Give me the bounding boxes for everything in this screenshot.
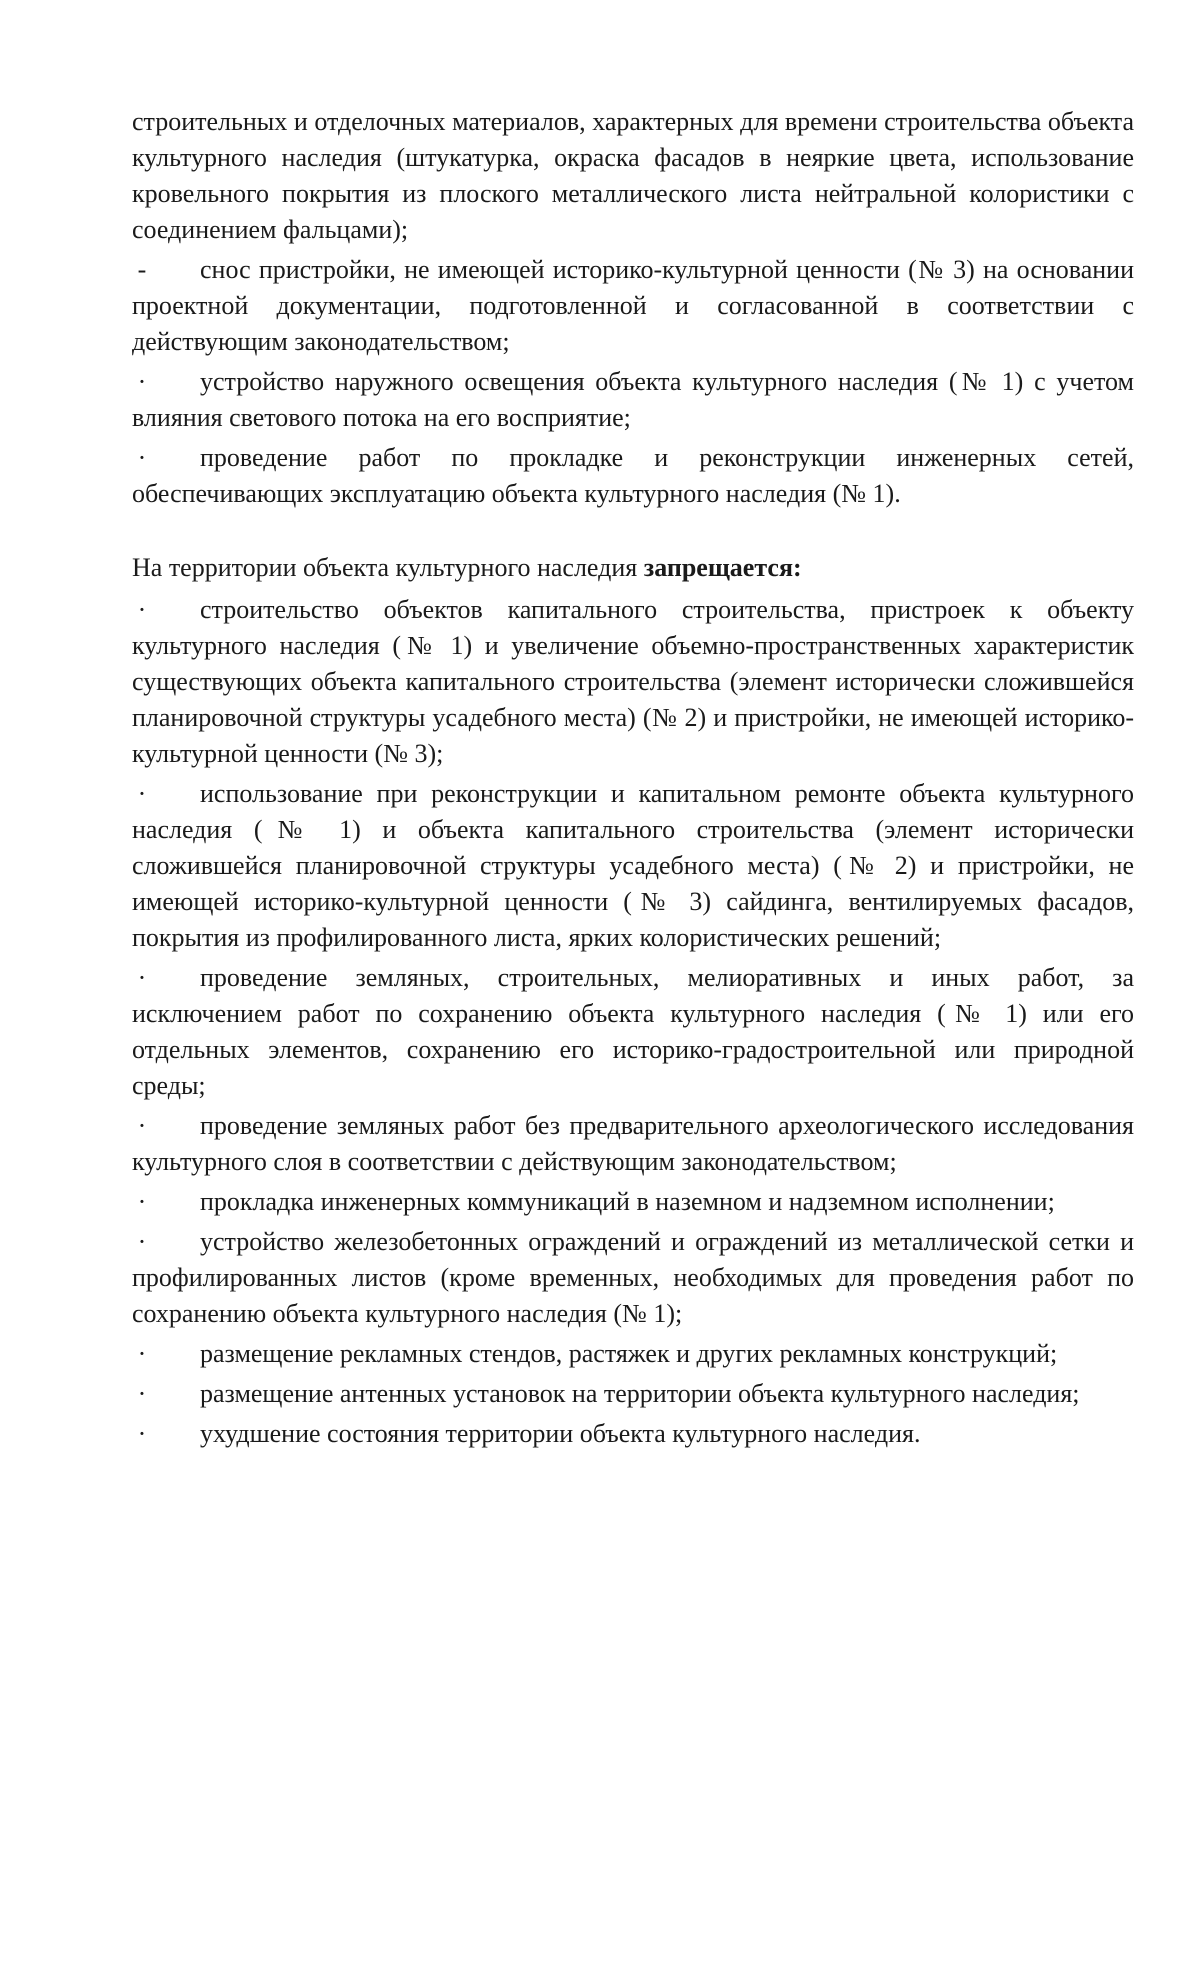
bullet-marker: · bbox=[137, 1339, 147, 1368]
list-item bbox=[132, 592, 1134, 772]
list-item bbox=[132, 1108, 1134, 1180]
list-item bbox=[132, 1416, 1134, 1452]
list-item-text: снос пристройки, не имеющей историко-культурной ценности (№ 3) на основании проектной документации, подготовленной и согласованной в соответствии с действующим законодательством; bbox=[132, 255, 1134, 356]
list-item bbox=[132, 252, 1134, 360]
bullet-marker: · bbox=[137, 963, 147, 992]
bullet-marker: · bbox=[137, 1187, 147, 1216]
list-item-text: устройство железобетонных ограждений и ограждений из металлической сетки и профилированных листов (кроме временных, необходимых для проведения работ по сохранению объекта культурного наследия (№ 1); bbox=[132, 1227, 1134, 1328]
bullet-marker: · bbox=[137, 443, 147, 472]
list-item-text: ухудшение состояния территории объекта культурного наследия. bbox=[200, 1419, 921, 1448]
list-item bbox=[132, 364, 1134, 436]
dash-marker: - bbox=[137, 255, 147, 284]
list-item bbox=[132, 1224, 1134, 1332]
intro-paragraph: строительных и отделочных материалов, характерных для времени строительства объекта культурного наследия (штукатурка, окраска фасадов в неяркие цвета, использование кровельного покрытия из плоского металлического листа нейтральной колористики с соединением фальцами); bbox=[132, 107, 1134, 244]
list-item-text: использование при реконструкции и капитальном ремонте объекта культурного наследия (№ 1) и объекта капитального строительства (элемент исторически сложившейся планировочной структуры усадебного места) (№ 2) и пристройки, не имеющей историко-культурной ценности (№ 3) сайдинга, вентилируемых фасадов, покрытия из профилированного листа, ярких колористических решений; bbox=[132, 779, 1134, 952]
prohibited-heading-keyword: запрещается: bbox=[643, 553, 802, 582]
list-item bbox=[132, 960, 1134, 1104]
prohibited-heading bbox=[132, 550, 1134, 586]
bullet-marker: · bbox=[137, 779, 147, 808]
list-item-text: строительство объектов капитального строительства, пристроек к объекту культурного наследия (№ 1) и увеличение объемно-пространственных характеристик существующих объекта капитального строительства (элемент исторически сложившейся планировочной структуры усадебного места) (№ 2) и пристройки, не имеющей историко-культурной ценности (№ 3); bbox=[132, 595, 1134, 768]
prohibited-list bbox=[132, 592, 1134, 1452]
bullet-marker: · bbox=[137, 1419, 147, 1448]
list-item bbox=[132, 1336, 1134, 1372]
bullet-marker: · bbox=[137, 367, 147, 396]
list-item-text: размещение рекламных стендов, растяжек и других рекламных конструкций; bbox=[200, 1339, 1058, 1368]
prohibited-heading-text: На территории объекта культурного наследия bbox=[132, 553, 644, 582]
list-item bbox=[132, 440, 1134, 512]
allowed-list bbox=[132, 252, 1134, 512]
list-item-text: проведение земляных работ без предварительного археологического исследования культурного слоя в соответствии с действующим законодательством; bbox=[132, 1111, 1134, 1176]
bullet-marker: · bbox=[137, 1379, 147, 1408]
list-item-text: устройство наружного освещения объекта культурного наследия (№ 1) с учетом влияния светового потока на его восприятие; bbox=[132, 367, 1134, 432]
list-item-text: прокладка инженерных коммуникаций в наземном и надземном исполнении; bbox=[200, 1187, 1055, 1216]
bullet-marker: · bbox=[137, 1111, 147, 1140]
list-item bbox=[132, 776, 1134, 956]
list-item-text: проведение земляных, строительных, мелиоративных и иных работ, за исключением работ по сохранению объекта культурного наследия (№ 1) или его отдельных элементов, сохранению его историко-градостроительной или природной среды; bbox=[132, 963, 1134, 1100]
list-item bbox=[132, 1376, 1134, 1412]
list-item-text: проведение работ по прокладке и реконструкции инженерных сетей, обеспечивающих эксплуатацию объекта культурного наследия (№ 1). bbox=[132, 443, 1134, 508]
bullet-marker: · bbox=[137, 1227, 147, 1256]
list-item-text: размещение антенных установок на территории объекта культурного наследия; bbox=[200, 1379, 1080, 1408]
bullet-marker: · bbox=[137, 595, 147, 624]
document-page bbox=[132, 104, 1134, 1456]
list-item bbox=[132, 1184, 1134, 1220]
